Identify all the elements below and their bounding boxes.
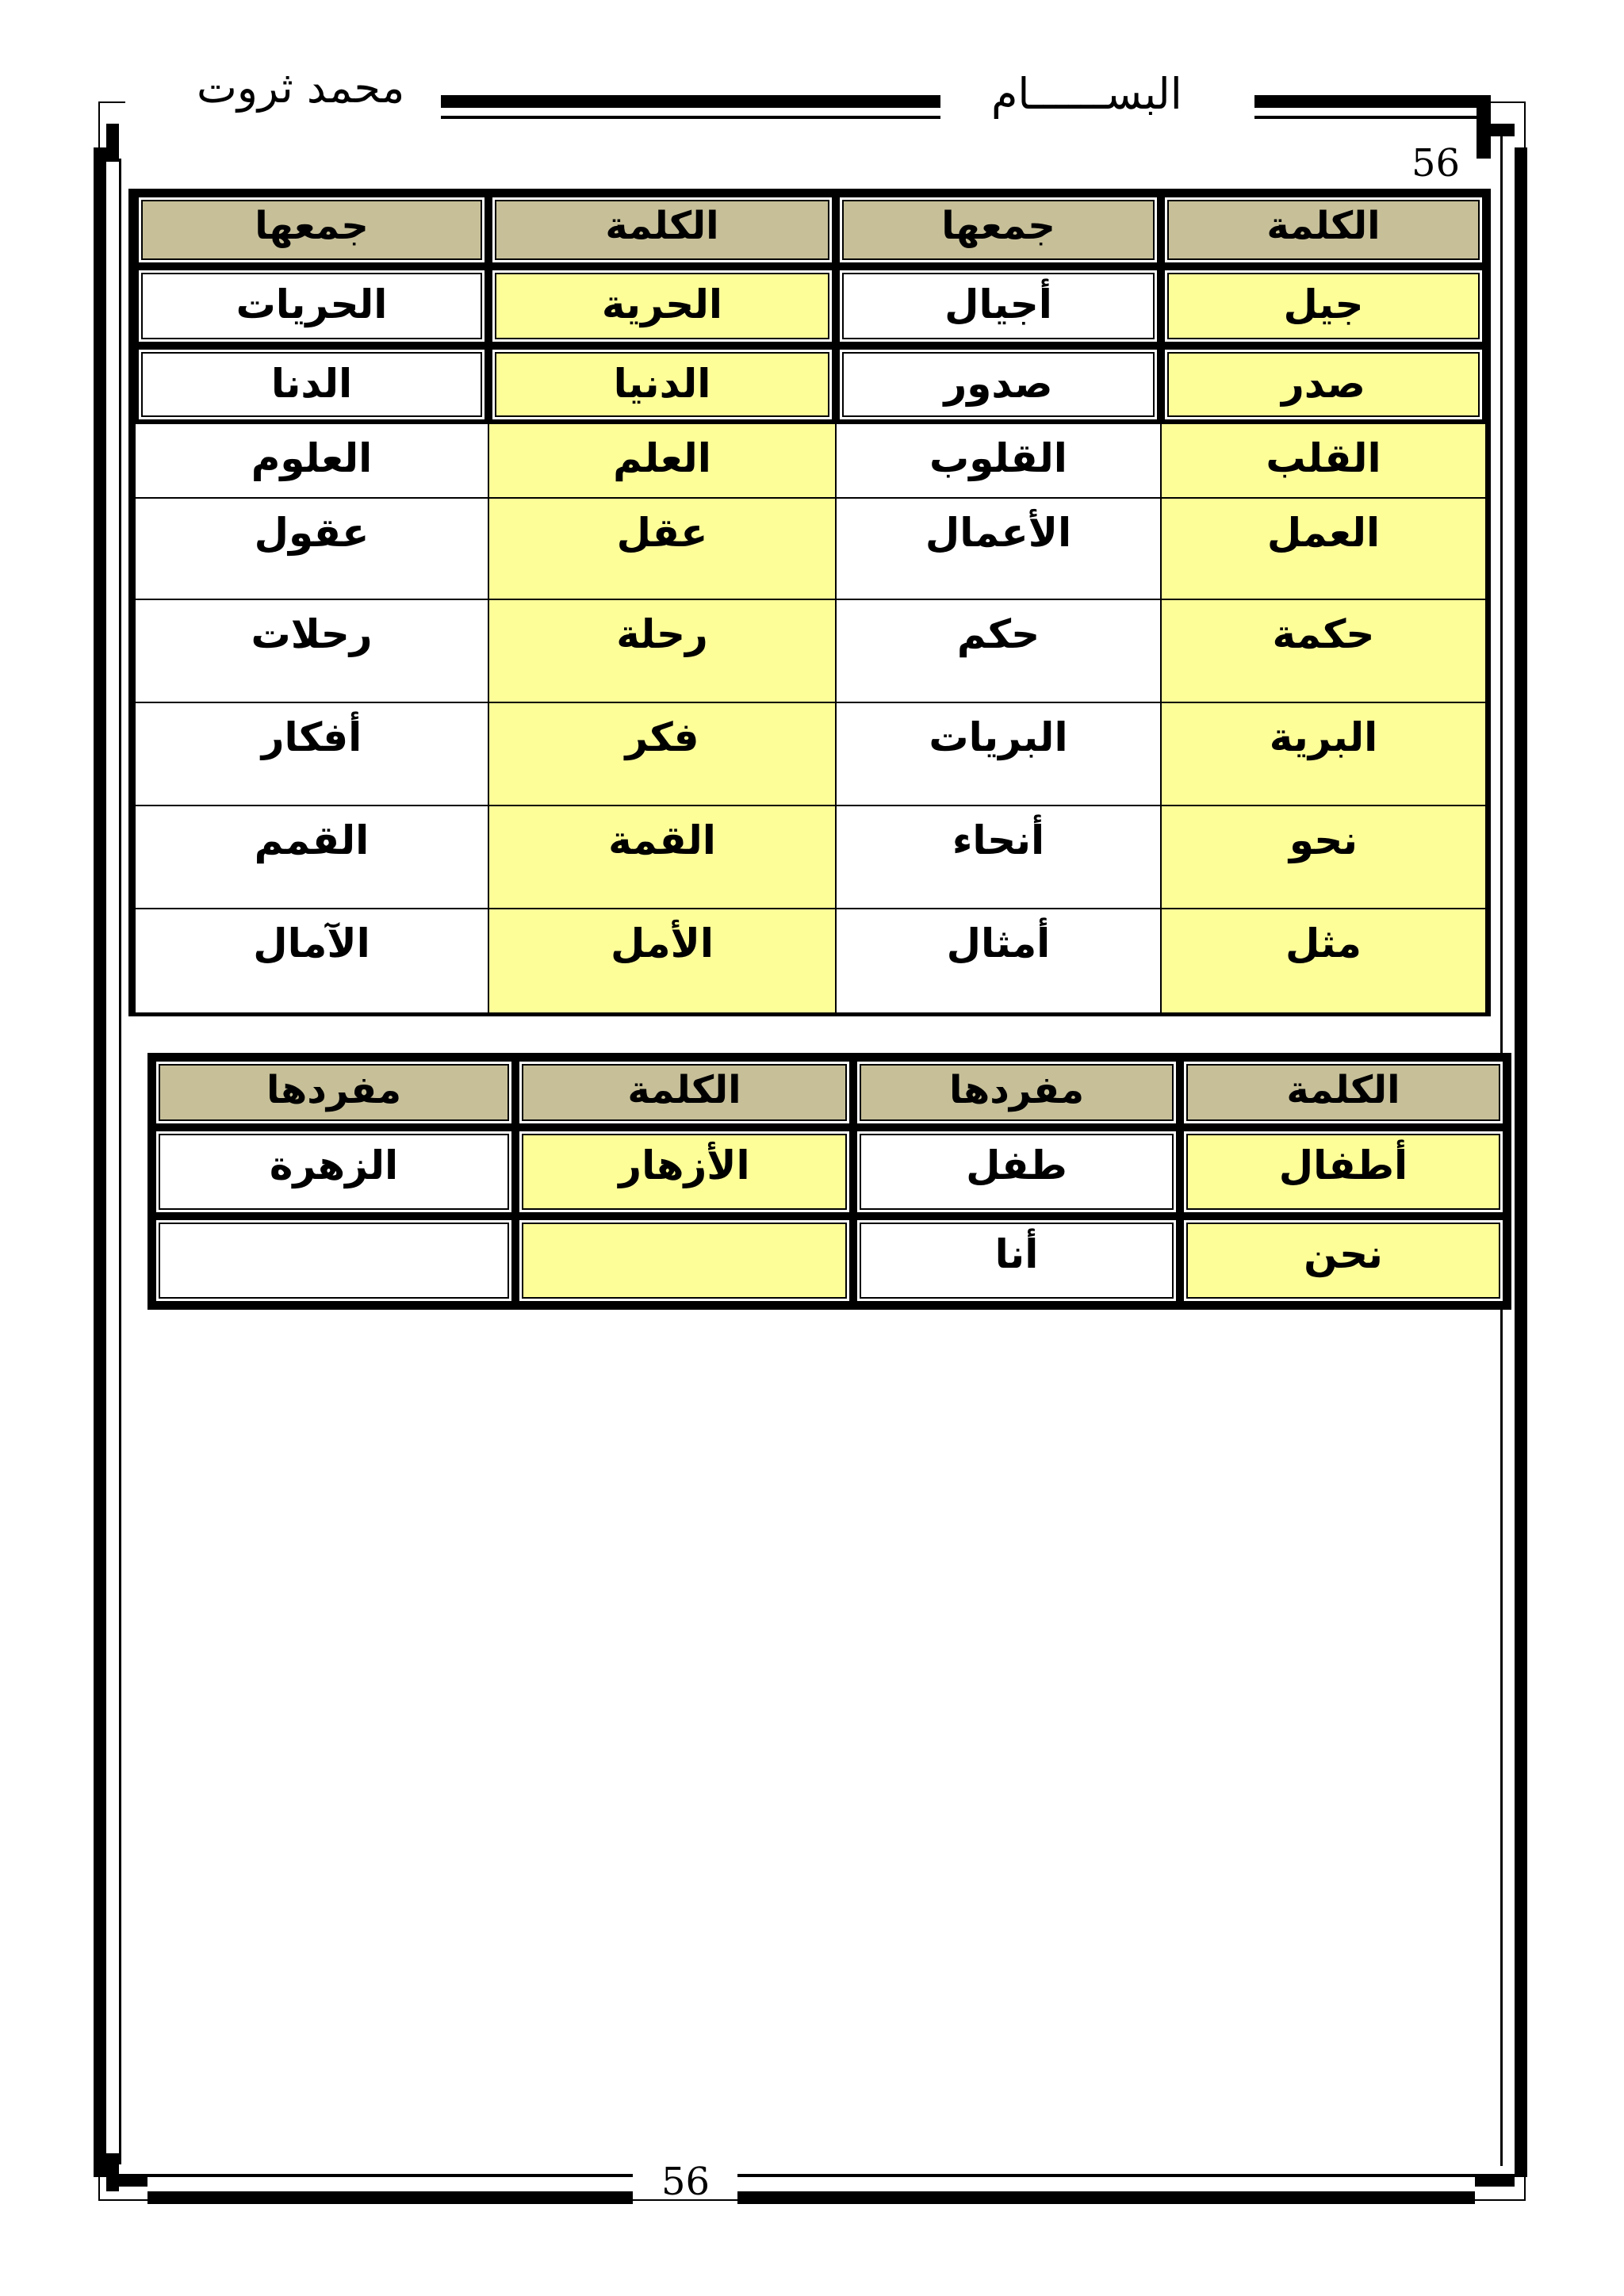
table-row: [135, 498, 1486, 599]
author-name: محمد ثروت: [197, 63, 405, 113]
plural-cell: أمثال: [836, 909, 1161, 1013]
word-cell: حكمة: [1161, 599, 1486, 702]
footer-rule-right-thin: [737, 2174, 1475, 2177]
header-rule-left-thin: [441, 116, 940, 119]
frame-thick-left-cap-top: [106, 124, 119, 162]
word-cell: مثل: [1161, 909, 1486, 1013]
header-word: الكلمة: [515, 1058, 853, 1127]
header-singular: مفردها: [853, 1058, 1180, 1127]
word-cell: عقل: [488, 498, 836, 599]
table-row: [135, 423, 1486, 498]
footer-rule-left-thin: [147, 2174, 633, 2177]
plural-cell: الحريات: [135, 266, 488, 346]
word-cell: القمة: [488, 806, 836, 909]
header-word: الكلمة: [488, 193, 836, 266]
word-cell: [515, 1216, 853, 1305]
singular-cell: أنا: [853, 1216, 1180, 1305]
plural-cell: أنحاء: [836, 806, 1161, 909]
header-rule-right-thick: [1254, 95, 1477, 108]
word-cell: الأمل: [488, 909, 836, 1013]
plural-cell: رحلات: [135, 599, 488, 702]
frame-thick-right-cap-top: [1477, 95, 1491, 159]
header-rule-right-thin: [1254, 116, 1477, 119]
frame-thick-left: [94, 147, 106, 2177]
word-cell: الأزهار: [515, 1127, 853, 1216]
table-row: [135, 806, 1486, 909]
page-number-top: 56: [1411, 141, 1461, 186]
plural-cell: البريات: [836, 702, 1161, 806]
footer-corner-right: [1475, 2174, 1515, 2187]
word-cell: القلب: [1161, 423, 1486, 498]
word-cell: الحرية: [488, 266, 836, 346]
word-cell: صدر: [1161, 346, 1486, 423]
word-cell: رحلة: [488, 599, 836, 702]
table-row: [152, 1216, 1507, 1305]
header-rule-left-thick: [441, 95, 940, 108]
singulars-table: [147, 1053, 1511, 1310]
header-singular: مفردها: [152, 1058, 515, 1127]
frame-thick-right-corner: [1491, 124, 1515, 136]
singular-cell: الزهرة: [152, 1127, 515, 1216]
plural-cell: الأعمال: [836, 498, 1161, 599]
singular-cell: طفل: [853, 1127, 1180, 1216]
frame-thin-top-left: [98, 101, 125, 103]
footer-corner-left: [106, 2174, 147, 2187]
table-row: [135, 909, 1486, 1013]
header-word: الكلمة: [1161, 193, 1486, 266]
book-title: البســــــام: [991, 69, 1182, 119]
plural-cell: صدور: [836, 346, 1161, 423]
word-cell: نحن: [1180, 1216, 1507, 1305]
plural-cell: أفكار: [135, 702, 488, 806]
plural-cell: عقول: [135, 498, 488, 599]
plural-cell: القلوب: [836, 423, 1161, 498]
plurals-header-row: [135, 193, 1486, 266]
table-row: [135, 599, 1486, 702]
table-row: [135, 702, 1486, 806]
plural-cell: حكم: [836, 599, 1161, 702]
singular-cell: [152, 1216, 515, 1305]
word-cell: جيل: [1161, 266, 1486, 346]
plurals-table: [128, 189, 1491, 1016]
singulars-header-row: [152, 1058, 1507, 1127]
frame-thick-right: [1515, 147, 1527, 2177]
word-cell: أطفال: [1180, 1127, 1507, 1216]
plural-cell: القمم: [135, 806, 488, 909]
header-plural: جمعها: [135, 193, 488, 266]
word-cell: فكر: [488, 702, 836, 806]
plural-cell: العلوم: [135, 423, 488, 498]
footer-rule-left-thick: [147, 2191, 633, 2204]
page-number-bottom: 56: [661, 2160, 710, 2204]
header-plural: جمعها: [836, 193, 1161, 266]
plural-cell: الآمال: [135, 909, 488, 1013]
plural-cell: أجيال: [836, 266, 1161, 346]
word-cell: الدنيا: [488, 346, 836, 423]
word-cell: نحو: [1161, 806, 1486, 909]
footer-rule-right-thick: [737, 2191, 1475, 2204]
plural-cell: الدنا: [135, 346, 488, 423]
word-cell: العلم: [488, 423, 836, 498]
header-word: الكلمة: [1180, 1058, 1507, 1127]
word-cell: البرية: [1161, 702, 1486, 806]
frame-inner-left: [119, 159, 121, 2164]
table-row: [135, 266, 1486, 346]
word-cell: العمل: [1161, 498, 1486, 599]
table-row: [152, 1127, 1507, 1216]
table-row: [135, 346, 1486, 423]
